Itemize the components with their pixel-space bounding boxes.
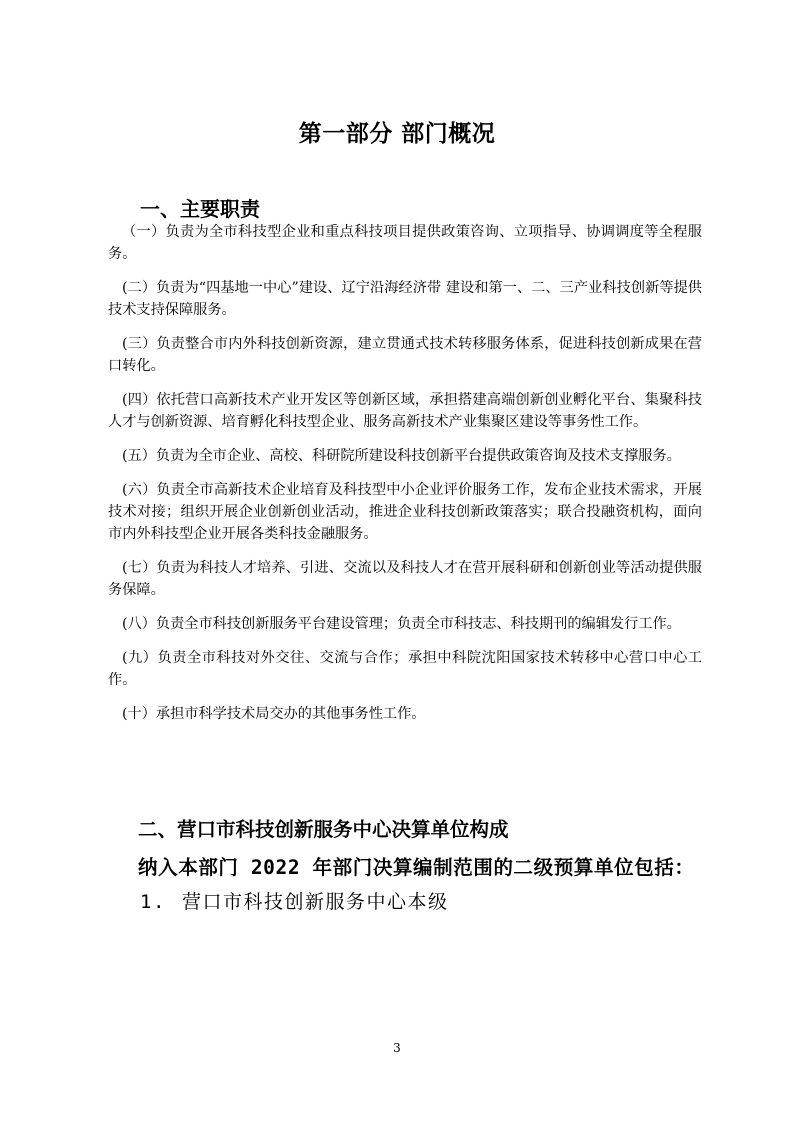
duty-item: (四）依托营口高新技术产业开发区等创新区域，承担搭建高端创新创业孵化平台、集聚科技人才与创新资源、培育孵化科技型企业、服务高新技术产业集聚区建设等事务性工作。: [108, 392, 702, 430]
page-number: 3: [393, 1041, 401, 1055]
duty-item: (三）负责整合市内外科技创新资源，建立贯通式技术转移服务体系，促进科技创新成果在营口转化。: [108, 336, 702, 374]
section-heading-main-duties: 一、主要职责: [140, 197, 260, 221]
duty-item: (二）负责为“四基地一中心”建设、辽宁沿海经济带 建设和第一、二、三产业科技创新等提供技术支持保障服务。: [108, 280, 702, 318]
duties-list: [108, 221, 702, 737]
scope-statement: 纳入本部门 2022 年部门决算编制范围的二级预算单位包括：: [138, 856, 695, 879]
section-heading-unit-composition: 二、营口市科技创新服务中心决算单位构成: [138, 818, 509, 841]
duty-item: （一）负责为全市科技型企业和重点科技项目提供政策咨询、立项指导、协调调度等全程服务。: [108, 224, 702, 262]
duty-item: (十）承担市科学技术局交办的其他事务性工作。: [122, 706, 426, 722]
unit-number: 1.: [140, 891, 166, 913]
page-title: 第一部分 部门概况: [298, 121, 496, 147]
duty-item: (六）负责全市高新技术企业培育及科技型中小企业评价服务工作，发布企业技术需求，开展技术对接；组织开展企业创新创业活动，推进企业科技创新政策落实；联合投融资机构，面向市内外科技型企业开展各类科技金融服务。: [108, 482, 702, 542]
duty-item: (九）负责全市科技对外交往、交流与合作；承担中科院沈阳国家技术转移中心营口中心工作。: [108, 650, 702, 688]
duty-item: (五）负责为全市企业、高校、科研院所建设科技创新平台提供政策咨询及技术支撑服务。: [122, 448, 681, 464]
duty-item: (八）负责全市科技创新服务平台建设管理；负责全市科技志、科技期刊的编辑发行工作。: [122, 616, 681, 632]
duty-item: (七）负责为科技人才培养、引进、交流以及科技人才在营开展科研和创新创业等活动提供服务保障。: [108, 560, 702, 598]
unit-list-item: [140, 887, 449, 917]
unit-name: 营口市科技创新服务中心本级: [182, 891, 449, 913]
